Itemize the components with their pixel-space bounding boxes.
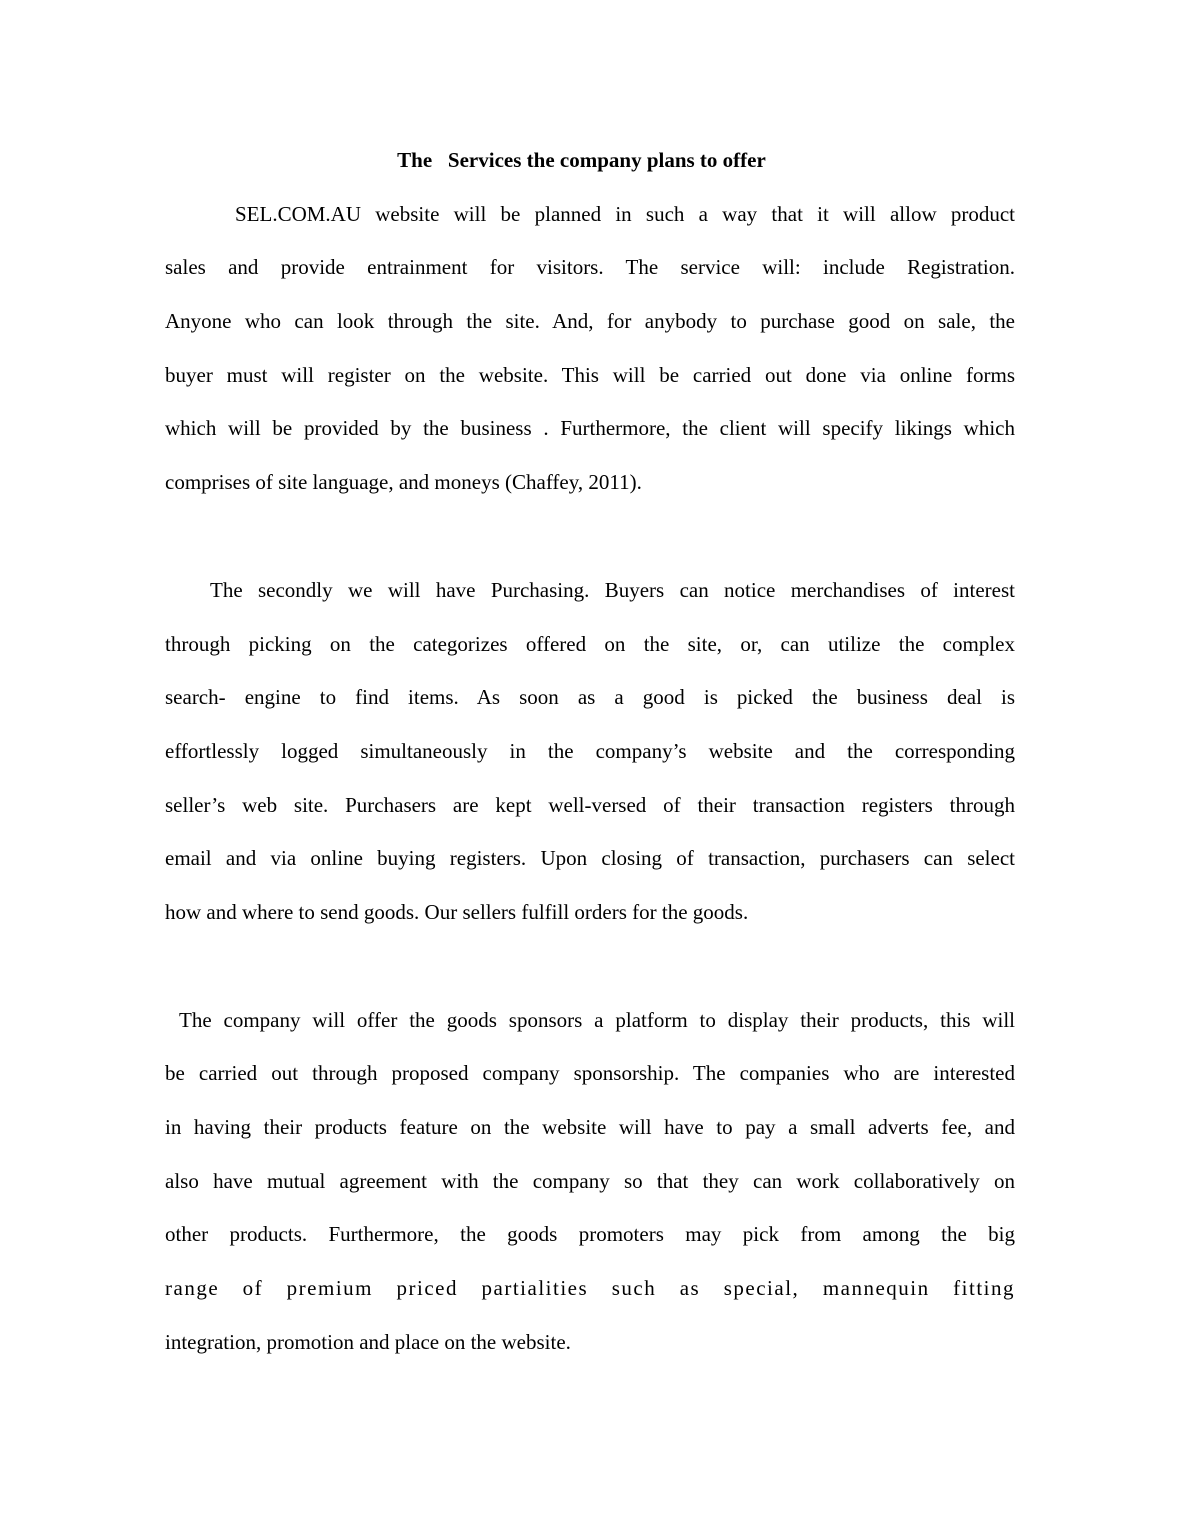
paragraph-line: sales and provide entrainment for visitors. The service will: include Registration. [165,255,1015,279]
paragraph-line: which will be provided by the business . Furthermore, the client will specify likings which [165,416,1015,440]
paragraph-line: range of premium priced partialities such as special, mannequin fitting [165,1276,1015,1300]
paragraph-line: email and via online buying registers. Upon closing of transaction, purchasers can select [165,846,1015,870]
page-title: The Services the company plans to offer [397,148,766,172]
paragraph-line: integration, promotion and place on the website. [165,1330,571,1354]
paragraph-line: Anyone who can look through the site. And, for anybody to purchase good on sale, the [165,309,1015,333]
paragraph-line: be carried out through proposed company sponsorship. The companies who are interested [165,1061,1015,1085]
paragraph-line: in having their products feature on the website will have to pay a small adverts fee, and [165,1115,1015,1139]
paragraph-line: through picking on the categorizes offered on the site, or, can utilize the complex [165,632,1015,656]
paragraph-line: also have mutual agreement with the company so that they can work collaboratively on [165,1169,1015,1193]
paragraph-line: seller’s web site. Purchasers are kept well-versed of their transaction registers through [165,793,1015,817]
paragraph-line: effortlessly logged simultaneously in the company’s website and the corresponding [165,739,1015,763]
paragraph-line: buyer must will register on the website. This will be carried out done via online forms [165,363,1015,387]
paragraph-line: search- engine to find items. As soon as a good is picked the business deal is [165,685,1015,709]
paragraph-line: other products. Furthermore, the goods promoters may pick from among the big [165,1222,1015,1246]
paragraph-line: how and where to send goods. Our sellers fulfill orders for the goods. [165,900,749,924]
paragraph-line: The company will offer the goods sponsors a platform to display their products, this will [179,1008,1015,1032]
paragraph-line: SEL.COM.AU website will be planned in such a way that it will allow product [235,202,1015,226]
paragraph-line: The secondly we will have Purchasing. Buyers can notice merchandises of interest [210,578,1015,602]
paragraph-line: comprises of site language, and moneys (Chaffey, 2011). [165,470,642,494]
